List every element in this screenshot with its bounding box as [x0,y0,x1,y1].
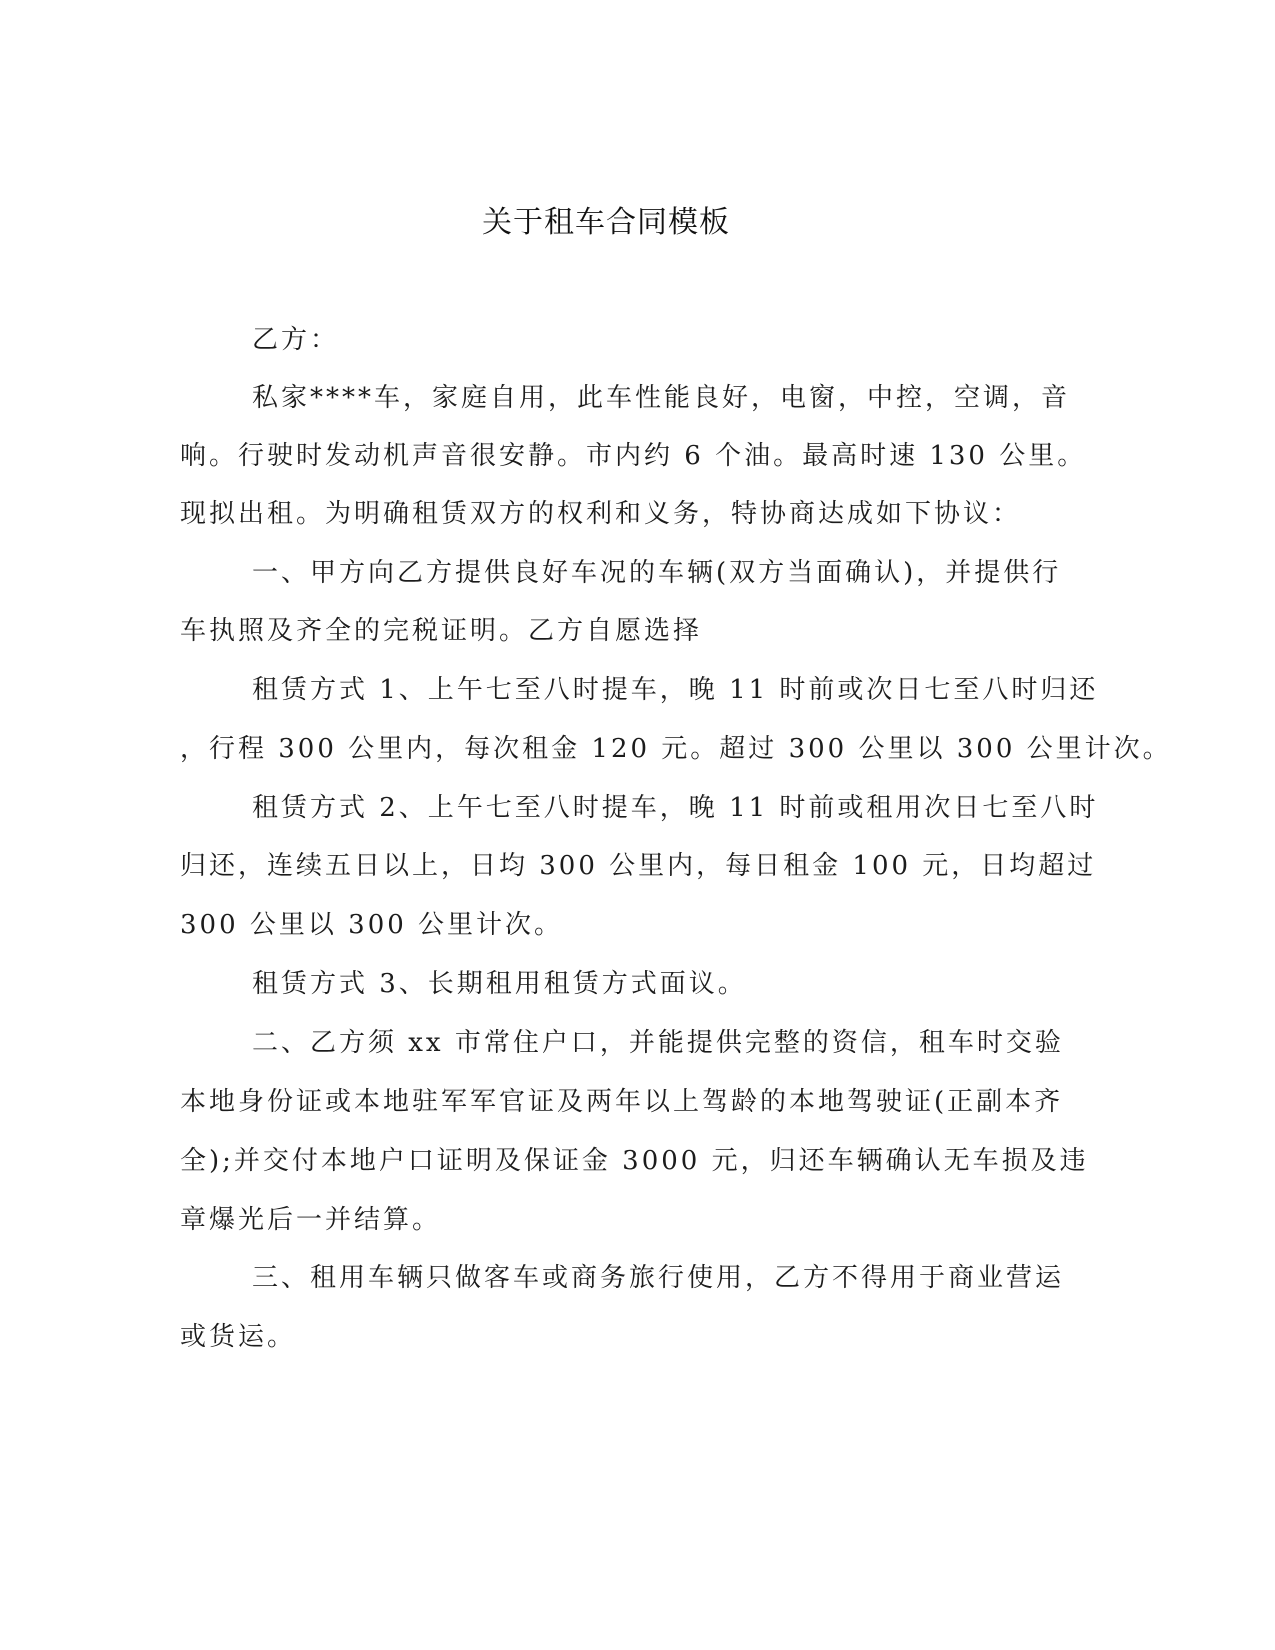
clause-two-line: 本地身份证或本地驻军军官证及两年以上驾龄的本地驾驶证(正副本齐 [180,1087,1064,1117]
rental-option-2-line: 300 公里以 300 公里计次。 [180,910,564,940]
clause-one-line: 车执照及齐全的完税证明。乙方自愿选择 [180,616,703,646]
clause-three-line: 三、租用车辆只做客车或商务旅行使用，乙方不得用于商业营运 [252,1263,1065,1293]
clause-three-line: 或货运。 [180,1322,297,1352]
clause-two-line: 章爆光后一并结算。 [180,1205,442,1235]
rental-option-3-line: 租赁方式 3、长期租用租赁方式面议。 [252,969,747,999]
document-title: 关于租车合同模板 [482,205,730,240]
rental-option-1-line: 租赁方式 1、上午七至八时提车，晚 11 时前或次日七至八时归还 [252,675,1099,705]
clause-one-line: 一、甲方向乙方提供良好车况的车辆(双方当面确认)，并提供行 [252,558,1062,588]
clause-two-line: 二、乙方须 xx 市常住户口，并能提供完整的资信，租车时交验 [252,1028,1064,1058]
clause-two-line: 全);并交付本地户口证明及保证金 3000 元，归还车辆确认无车损及违 [180,1146,1089,1176]
rental-option-2-line: 归还，连续五日以上，日均 300 公里内，每日租金 100 元，日均超过 [180,851,1097,881]
rental-option-2-line: 租赁方式 2、上午七至八时提车，晚 11 时前或租用次日七至八时 [252,793,1099,823]
paragraph-line: 响。行驶时发动机声音很安静。市内约 6 个油。最高时速 130 公里。 [180,441,1087,471]
party-b-label: 乙方： [252,325,340,355]
paragraph-line: 现拟出租。为明确租赁双方的权利和义务，特协商达成如下协议： [180,499,1022,529]
rental-option-1-line: ，行程 300 公里内，每次租金 120 元。超过 300 公里以 300 公里计次。 [180,734,1172,764]
paragraph-line: 私家****车，家庭自用，此车性能良好，电窗，中控，空调，音 [252,383,1071,413]
